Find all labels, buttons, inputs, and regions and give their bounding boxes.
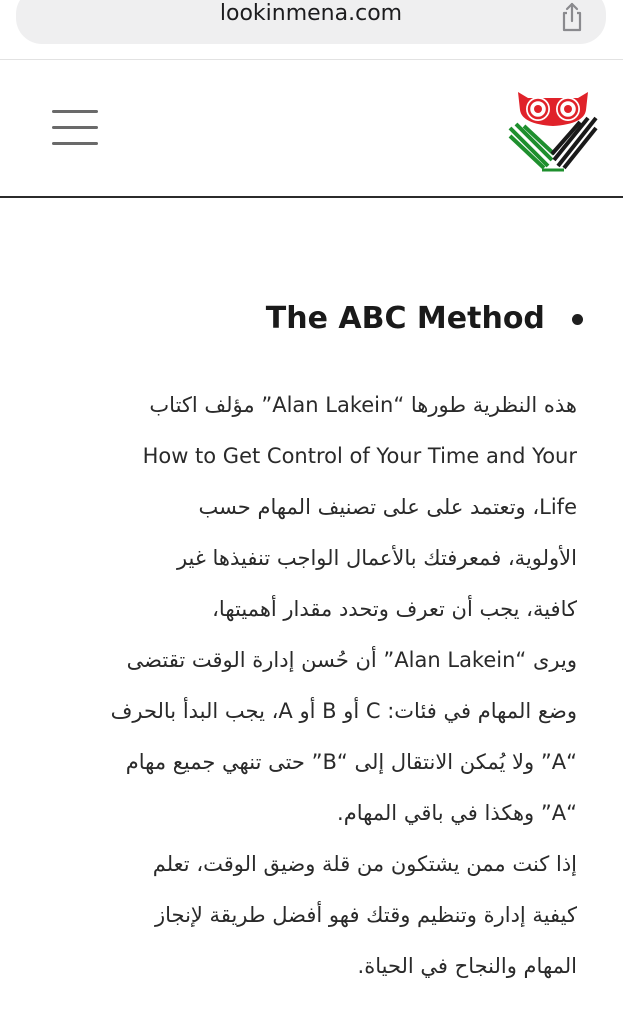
body-line: Life، وتعتمد على على تصنيف المهام حسب — [198, 495, 577, 519]
body-line: الأولوية، فمعرفتك بالأعمال الواجب تنفيذها غير — [176, 546, 577, 570]
body-line: المهام والنجاح في الحياة. — [357, 954, 577, 978]
body-line: ويرى “Alan Lakein” أن حُسن إدارة الوقت تقتضى — [126, 648, 577, 672]
article-body — [47, 380, 577, 992]
site-header — [0, 60, 623, 198]
body-line: How to Get Control of Your Time and Your — [142, 444, 577, 468]
bullet-icon — [572, 314, 583, 325]
body-line: كافية، يجب أن تعرف وتحدد مقدار أهميتها، — [212, 597, 577, 621]
owl-tree-logo-icon[interactable] — [506, 84, 600, 172]
address-bar[interactable] — [16, 0, 606, 44]
body-line: كيفية إدارة وتنظيم وقتك فهو أفضل طريقة لإنجاز — [154, 903, 577, 927]
hamburger-menu-icon[interactable] — [52, 110, 98, 146]
body-line: وضع المهام في فئات: C أو B أو A، يجب البدأ بالحرف — [110, 699, 577, 723]
body-line: “A” وهكذا في باقي المهام. — [337, 801, 577, 825]
share-icon[interactable] — [558, 2, 586, 32]
body-line: إذا كنت ممن يشتكون من قلة وضيق الوقت، تعلم — [152, 852, 577, 876]
url-text[interactable]: lookinmena.com — [219, 1, 403, 26]
body-line: “A” ولا يُمكن الانتقال إلى “B” حتى تنهي جميع مهام — [125, 750, 577, 774]
heading-title: The ABC Method — [265, 301, 545, 336]
body-line: هذه النظرية طورها “Alan Lakein” مؤلف اكتاب — [149, 393, 577, 417]
browser-toolbar — [0, 0, 623, 60]
article-heading — [0, 296, 583, 342]
